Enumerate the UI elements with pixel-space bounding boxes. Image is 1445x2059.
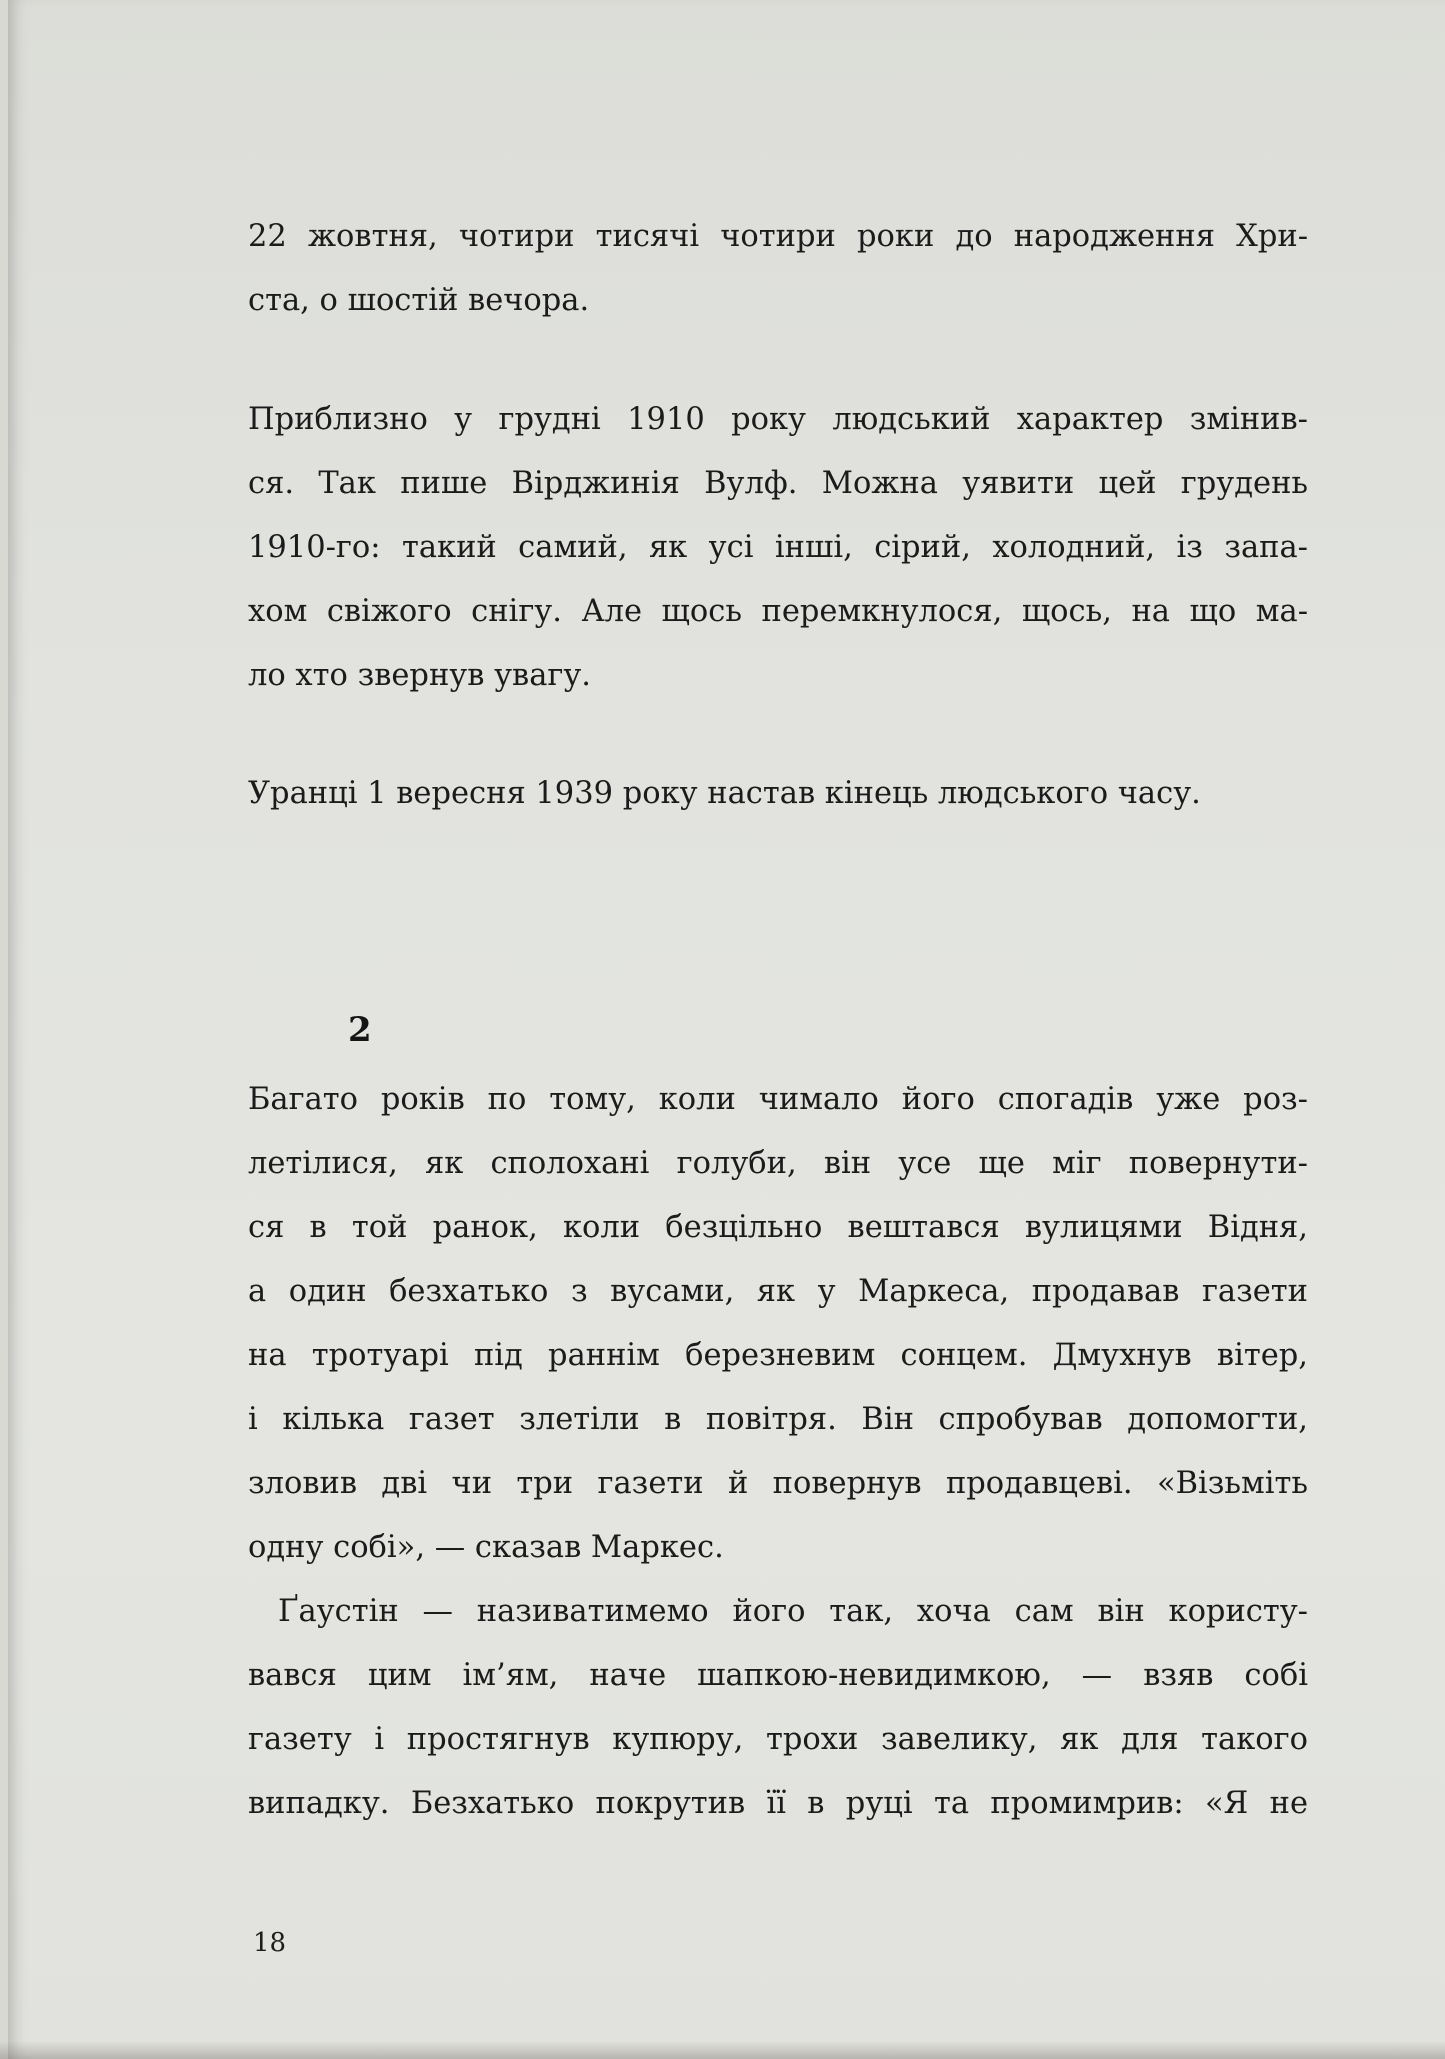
text-line: ся. Так пише Вірджинія Вулф. Можна уявити цей грудень: [248, 466, 1308, 501]
text-line: випадку. Безхатько покрутив її в руці та промимрив: «Я не: [248, 1786, 1308, 1821]
text-line: газету і простягнув купюру, трохи завелику, як для такого: [248, 1722, 1308, 1757]
page-edge-shadow: [0, 2041, 1445, 2059]
page-number: 18: [253, 1928, 287, 1958]
text-line: на тротуарі під раннім березневим сонцем. Дмухнув вітер,: [248, 1338, 1308, 1373]
text-line: Багато років по тому, коли чимало його спогадів уже роз-: [248, 1082, 1308, 1117]
text-line: ся в той ранок, коли безцільно вештався вулицями Відня,: [248, 1210, 1308, 1245]
text-line: одну собі», — сказав Маркес.: [248, 1530, 724, 1565]
text-line: ло хто звернув увагу.: [248, 658, 592, 693]
text-line: 22 жовтня, чотири тисячі чотири роки до народження Хри-: [248, 219, 1308, 254]
text-line: вався цим ім’ям, наче шапкою-невидимкою, — взяв собі: [248, 1658, 1308, 1693]
paragraph-5: [248, 1580, 1308, 1836]
text-line: Уранці 1 вересня 1939 року настав кінець людського часу.: [248, 776, 1201, 811]
paragraph-1: [248, 205, 1308, 333]
paragraph-2: [248, 388, 1308, 708]
text-line: летілися, як сполохані голуби, він усе ще міг повернути-: [248, 1146, 1308, 1181]
book-page: [8, 0, 1445, 2059]
text-line: зловив дві чи три газети й повернув продавцеві. «Візьміть: [248, 1466, 1308, 1501]
paragraph-4: [248, 1068, 1308, 1580]
text-line: хом свіжого снігу. Але щось перемкнулося, щось, на що ма-: [248, 594, 1308, 629]
text-line: Приблизно у грудні 1910 року людський характер змінив-: [248, 402, 1308, 437]
text-line: і кілька газет злетіли в повітря. Він спробував допомогти,: [248, 1402, 1308, 1437]
text-line: Ґаустін — називатимемо його так, хоча сам він користу-: [278, 1594, 1308, 1629]
section-number: 2: [348, 1010, 372, 1050]
text-line: ста, о шостій вечора.: [248, 283, 590, 318]
paragraph-3: [248, 762, 1308, 826]
text-line: а один безхатько з вусами, як у Маркеса, продавав газети: [248, 1274, 1308, 1309]
text-line: 1910-го: такий самий, як усі інші, сірий, холодний, із запа-: [248, 530, 1308, 565]
